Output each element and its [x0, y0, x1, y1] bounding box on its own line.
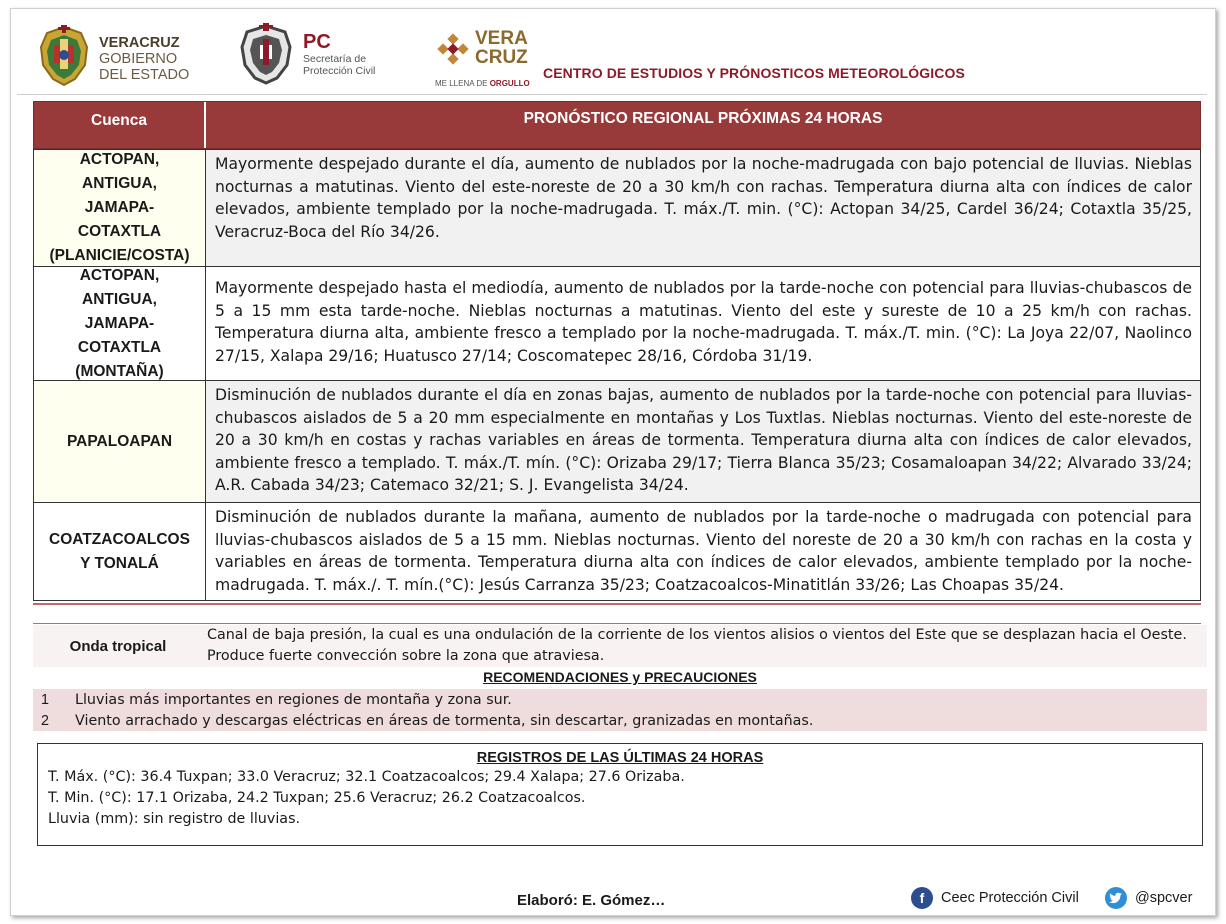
forecast-text: Mayormente despejado durante el día, aumento de nublados por la noche-madrugada con bajo potencial de lluvias. Nieblas nocturnas a matutinas. Viento del este-noreste de 20 a 30 km/h con rachas. Temperatura diurna alta con índices de calor elevados, ambiente templado por la noche-madrugada. T. máx./T. min. (°C): Actopan 34/25, Cardel 36/24; Cotaxtla 35/25, Veracruz-Boca del Río 34/26. [206, 150, 1200, 266]
gobierno-logo-line3: DEL ESTADO [99, 67, 190, 83]
item-number: 1 [41, 691, 49, 708]
twitter-link[interactable] [1105, 887, 1192, 909]
forecast-table-header [33, 101, 1201, 149]
onda-tropical-box [33, 625, 1207, 667]
list-item [33, 710, 1207, 731]
gobierno-logo [37, 23, 207, 93]
veracruz-slogan: ME LLENA DE ORGULLO [435, 79, 530, 88]
recommendations-title: RECOMENDACIONES y PRECAUCIONES [483, 669, 757, 685]
forecast-text: Mayormente despejado hasta el mediodía, aumento de nublados por la tarde-noche con potencial para lluvias-chubascos de 5 a 15 mm esta tarde-noche. Nieblas nocturnas a matutinas. Viento del este y sureste de 10 a 25 km/h con rachas. Temperatura diurna alta, ambiente fresco a templado por la noche-madrugada. T. máx./T. min. (°C): La Joya 22/07, Naolinco 27/15, Xalapa 29/16; Huatusco 27/14; Coscomatepec 28/16, Córdoba 31/19. [206, 267, 1200, 380]
facebook-link[interactable] [911, 887, 1079, 909]
gobierno-logo-line1: VERACRUZ [99, 35, 180, 51]
records-tmin: T. Min. (°C): 17.1 Orizaba, 24.2 Tuxpan; 25.6 Veracruz; 26.2 Coatzacoalcos. [48, 790, 586, 806]
twitter-icon [1105, 887, 1127, 909]
table-row [33, 149, 1201, 267]
item-text: Lluvias más importantes en regiones de montaña y zona sur. [75, 691, 512, 708]
proteccion-civil-logo [237, 23, 397, 93]
author-credit: Elaboró: E. Gómez… [517, 892, 666, 909]
veracruz-knot-icon [435, 33, 471, 69]
recommendations-list [33, 689, 1207, 731]
records-rain: Lluvia (mm): sin registro de lluvias. [48, 811, 301, 827]
header [11, 9, 1215, 101]
forecast-text: Disminución de nublados durante la mañana, aumento de nublados por la tarde-noche o madrugada con potencial para lluvias-chubascos aislados de 5 a 15 mm. Nieblas nocturnas. Viento del noreste de 20 a 30 km/h con rachas en la costa y variables en áreas de tormenta. Temperatura diurna alta con índices de calor elevados, ambiente templado por la noche-madrugada. T. máx./. T. mín.(°C): Jesús Carranza 35/23; Coatzacoalcos-Minatitlán 33/26; Las Choapas 35/24. [206, 503, 1200, 600]
list-item [33, 689, 1207, 710]
onda-tropical-label: Onda tropical [69, 637, 167, 655]
forecast-table [33, 101, 1201, 601]
records-tmax: T. Máx. (°C): 36.4 Tuxpan; 33.0 Veracruz; 32.1 Coatzacoalcos; 29.4 Xalapa; 27.6 Orizaba. [48, 769, 685, 785]
records-box [37, 743, 1203, 846]
veracruz-brand-line1: VERA [475, 28, 528, 49]
item-number: 2 [41, 712, 49, 729]
header-divider [17, 94, 1207, 95]
table-row [33, 503, 1201, 601]
section-divider [33, 623, 1201, 624]
veracruz-brand-line2: CRUZ [475, 47, 528, 68]
basin-name: PAPALOAPAN [34, 381, 206, 502]
records-title: REGISTROS DE LAS ÚLTIMAS 24 HORAS [476, 750, 764, 766]
section-divider [33, 603, 1201, 605]
basin-name: ACTOPAN, ANTIGUA, JAMAPA- COTAXTLA (MONTAÑA) [34, 267, 206, 380]
pc-logo-line1: Secretaría de [303, 53, 367, 65]
twitter-label: @spcver [1135, 890, 1193, 906]
column-header-pronostico: PRONÓSTICO REGIONAL PRÓXIMAS 24 HORAS [523, 110, 883, 127]
onda-tropical-text: Canal de baja presión, la cual es una ondulación de la corriente de los vientos alisios o vientos del Este que se desplazan hacia el Oeste. Produce fuerte convección sobre la zona que atraviesa. [207, 627, 1187, 664]
facebook-label: Ceec Protección Civil [941, 890, 1079, 906]
table-row [33, 381, 1201, 503]
basin-name: ACTOPAN, ANTIGUA, JAMAPA- COTAXTLA (PLANICIE/COSTA) [34, 150, 206, 266]
pc-logo-line2: Protección Civil [303, 65, 376, 77]
forecast-text: Disminución de nublados durante el día en zonas bajas, aumento de nublados por la tarde-noche con potencial para lluvias-chubascos aislados de 5 a 20 mm especialmente en montañas y Los Tuxtlas. Nieblas nocturnas. Viento del este-noreste de 20 a 30 km/h en costas y rachas variables en áreas de tormenta. Temperatura diurna alta con índices de calor elevados, ambiente fresco a templado. T. máx./T. mín. (°C): Orizaba 29/17; Tierra Blanca 35/23; Cosamaloapan 34/22; Alvarado 33/24; A.R. Cabada 34/23; Catemaco 32/21; S. J. Evangelista 34/24. [206, 381, 1200, 502]
veracruz-coat-of-arms-icon [37, 25, 91, 87]
pc-logo-text: PC [303, 31, 331, 53]
bulletin-page [10, 8, 1216, 916]
facebook-icon: f [911, 887, 933, 909]
veracruz-brand-logo [435, 27, 545, 97]
item-text: Viento arrachado y descargas eléctricas en áreas de tormenta, sin descartar, granizadas en montañas. [75, 712, 814, 729]
basin-name: COATZACOALCOS Y TONALÁ [34, 503, 206, 600]
column-header-cuenca: Cuenca [34, 102, 206, 148]
center-title: CENTRO DE ESTUDIOS Y PRÓNOSTICOS METEOROLÓGICOS [543, 65, 965, 81]
table-row [33, 267, 1201, 381]
gobierno-logo-line2: GOBIERNO [99, 51, 178, 67]
proteccion-civil-shield-icon [237, 23, 295, 85]
